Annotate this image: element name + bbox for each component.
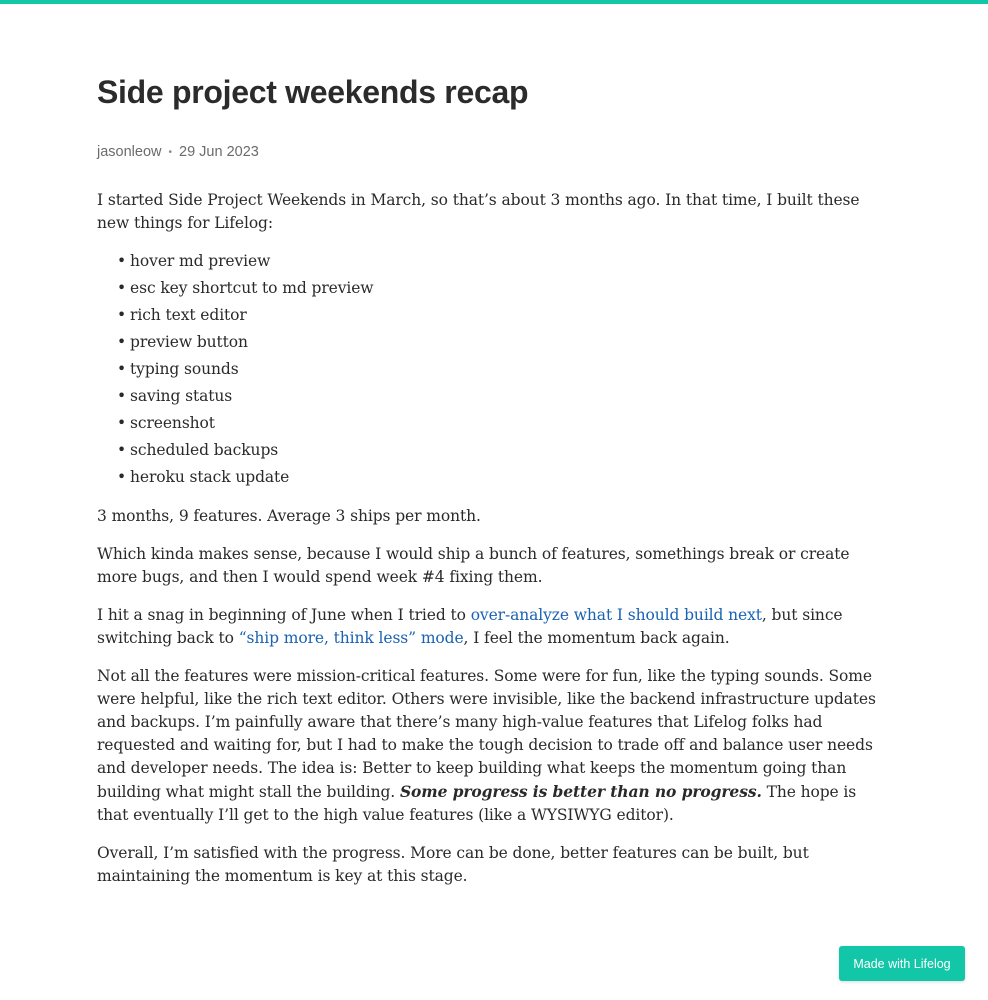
bullet: • [117, 468, 127, 486]
list-item: • esc key shortcut to md preview [117, 279, 374, 297]
intro-paragraph: I started Side Project Weekends in March, so that’s about 3 months ago. In that time, I built these new things for Lifelog: [97, 191, 860, 232]
overall-paragraph: Overall, I’m satisfied with the progress. More can be done, better features can be built, but maintaining the momentum is key at this stage. [97, 844, 809, 885]
list-item: • heroku stack update [117, 468, 290, 486]
list-item: • saving status [117, 387, 233, 405]
ship-more-link[interactable]: “ship more, think less” mode [238, 629, 464, 647]
bullet: • [117, 441, 127, 459]
bullet: • [117, 414, 127, 432]
list-item: • scheduled backups [117, 441, 279, 459]
emphasis-quote: Some progress is better than no progress. [399, 782, 762, 801]
snag-paragraph: I hit a snag in beginning of June when I tried to over-analyze what I should build next, but since switching back to “ship more, think less” mode, I feel the momentum back again. [97, 606, 843, 647]
made-with-lifelog-button[interactable]: Made with Lifelog [839, 946, 965, 981]
over-analyze-link[interactable]: over-analyze what I should build next [470, 606, 762, 624]
bullet: • [117, 279, 127, 297]
list-item: • hover md preview [117, 252, 271, 270]
top-accent-bar [0, 0, 988, 4]
post-date: 29 Jun 2023 [179, 144, 259, 160]
list-item: • rich text editor [117, 306, 247, 324]
list-item: • preview button [117, 333, 248, 351]
bullet: • [117, 252, 127, 270]
post-body [97, 189, 887, 903]
bullet: • [117, 387, 127, 405]
meta-separator: • [168, 147, 173, 158]
bullet: • [117, 333, 127, 351]
feature-list [117, 248, 887, 491]
list-item: • typing sounds [117, 360, 239, 378]
bullet: • [117, 360, 127, 378]
post-author[interactable]: jasonleow [97, 144, 162, 160]
summary-paragraph: 3 months, 9 features. Average 3 ships per month. [97, 507, 481, 525]
post-title: Side project weekends recap [97, 74, 529, 110]
features-paragraph: Not all the features were mission-critical features. Some were for fun, like the typing sounds. Some were helpful, like the rich text editor. Others were invisible, like the backend infrastructure updates and backups. I’m painfully aware that there’s many high-value features that Lifelog folks had requested and waiting for, but I had to make the tough decision to trade off and balance user needs and developer needs. The idea is: Better to keep building what keeps the momentum going than building what might stall the building. Some progress is better than no progress. The hope is that eventually I’ll get to the high value features (like a WYSIWYG editor). [97, 667, 876, 824]
bullet: • [117, 306, 127, 324]
post-meta [97, 144, 259, 160]
makes-sense-paragraph: Which kinda makes sense, because I would ship a bunch of features, somethings break or create more bugs, and then I would spend week #4 fixing them. [97, 545, 850, 586]
list-item: • screenshot [117, 414, 215, 432]
